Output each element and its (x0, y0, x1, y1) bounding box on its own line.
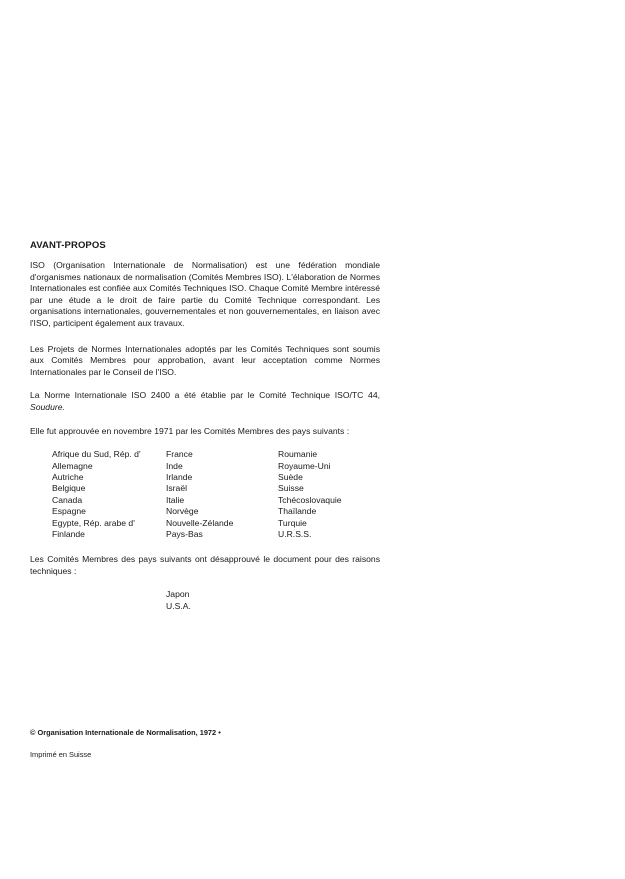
country-item: Royaume-Uni (278, 460, 331, 471)
country-item: Suède (278, 471, 303, 482)
countries-column-2 (166, 449, 233, 540)
country-item: Norvège (166, 506, 199, 517)
country-item: Nouvelle-Zélande (166, 517, 234, 528)
countries-column-3 (278, 449, 342, 540)
paragraph-disapproval: Les Comités Membres des pays suivants ont désapprouvé le document pour des raisons techniques : (30, 554, 380, 576)
country-item: Belgique (52, 483, 86, 494)
country-item: Canada (52, 494, 83, 505)
country-item: Espagne (52, 506, 86, 517)
country-item: Allemagne (52, 460, 93, 471)
country-item: Irlande (166, 471, 193, 482)
paragraph-iso-intro: ISO (Organisation Internationale de Normalisation) est une fédération mondiale d'organismes nationaux de normalisation (Comités Membres ISO). L'élaboration de Normes Internationales est confiée aux Comités Techniques ISO. Chaque Comité Membre intéressé par une étude a le droit de faire partie du Comité Technique correspondant. Les organisations internationales, gouvernementales et non gouvernementales, en liaison avec l'ISO, participent également aux travaux. (30, 260, 380, 328)
country-item: Turquie (278, 517, 307, 528)
approving-countries-list (30, 449, 380, 541)
country-item: Roumanie (278, 449, 318, 460)
committee-subject: Soudure. (30, 401, 65, 412)
paragraph-standard-origin (30, 390, 380, 413)
foreword-heading: AVANT-PROPOS (30, 240, 106, 251)
copyright-notice: © Organisation Internationale de Normalisation, 1972 • (30, 728, 221, 737)
printed-in-notice: Imprimé en Suisse (30, 750, 92, 759)
standard-origin-text: La Norme Internationale ISO 2400 a été établie par le Comité Technique ISO/TC 44, (30, 390, 380, 401)
country-item: Israël (166, 483, 188, 494)
country-item: Finlande (52, 528, 85, 539)
country-item: U.R.S.S. (278, 528, 312, 539)
countries-column-1 (52, 449, 141, 540)
disapproving-countries-list (166, 589, 380, 612)
country-item: Italie (166, 494, 185, 505)
country-item: Suisse (278, 483, 304, 494)
country-item: U.S.A. (166, 600, 191, 611)
paragraph-approval: Elle fut approuvée en novembre 1971 par les Comités Membres des pays suivants : (30, 425, 350, 436)
country-item: Tchécoslovaquie (278, 494, 342, 505)
paragraph-draft-standards: Les Projets de Normes Internationales adoptés par les Comités Techniques sont soumis aux Comités Membres pour approbation, avant leur acceptation comme Normes Internationales par le Conseil de l'ISO. (30, 343, 380, 377)
country-item: Thaïlande (278, 506, 317, 517)
country-item: Autriche (52, 471, 84, 482)
foreword-section (30, 240, 380, 612)
country-item: Afrique du Sud, Rép. d' (52, 449, 141, 460)
country-item: Pays-Bas (166, 528, 203, 539)
country-item: Egypte, Rép. arabe d' (52, 517, 135, 528)
country-item: Inde (166, 460, 183, 471)
country-item: Japon (166, 589, 190, 600)
country-item: France (166, 449, 193, 460)
